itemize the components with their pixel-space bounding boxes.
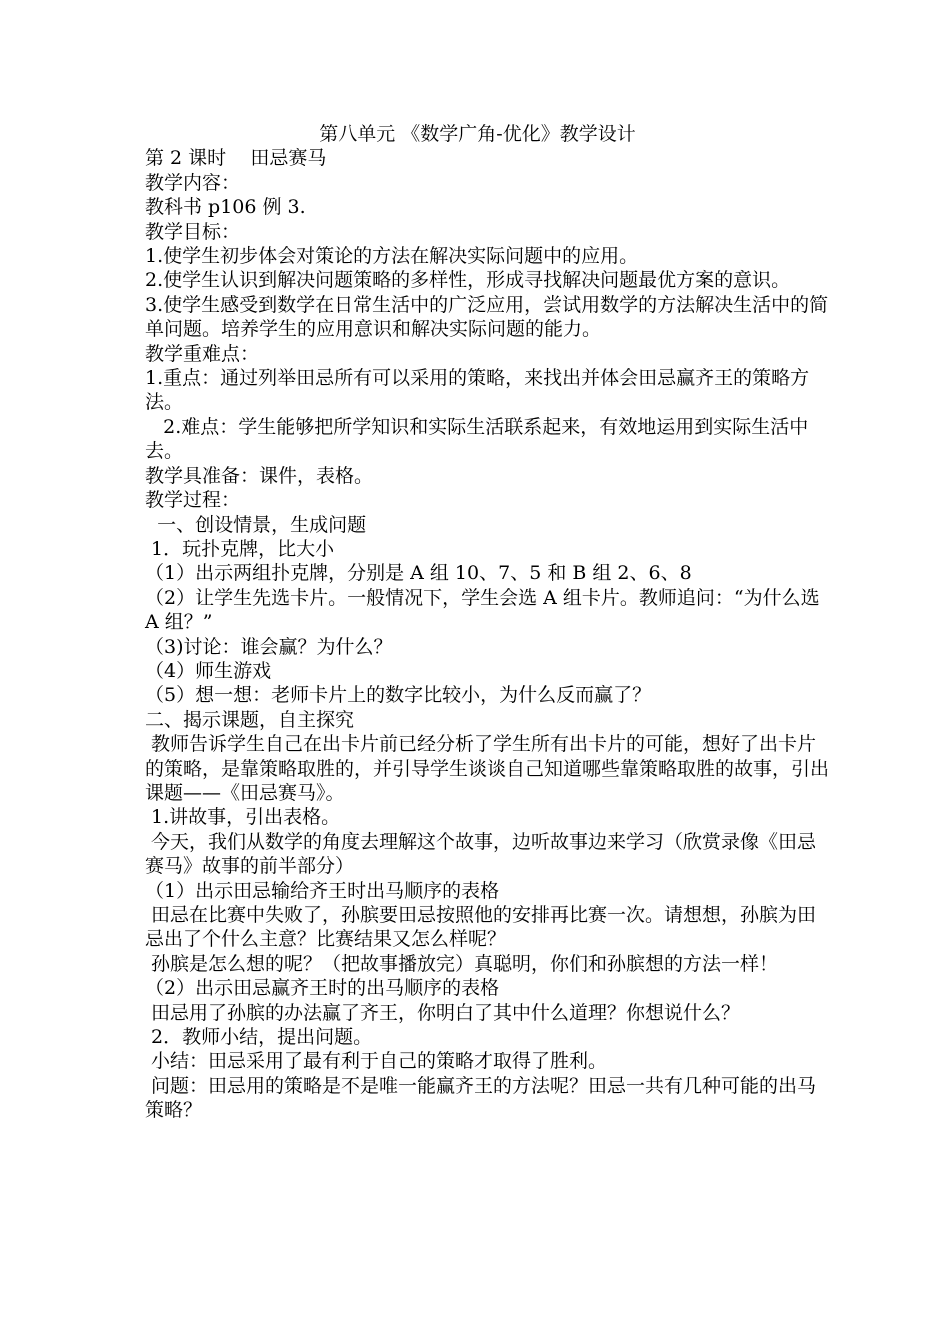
paragraph: 问题：田忌用的策略是不是唯一能赢齐王的方法呢？田忌一共有几种可能的出马策略？ [145,1074,817,1122]
materials-line: 教学具准备：课件，表格。 [145,464,374,487]
step-heading: 1．玩扑克牌，比大小 [145,537,335,560]
key-point-item: 1.重点：通过列举田忌所有可以采用的策略，来找出并体会田忌赢齐王的策略方法。 [145,367,810,414]
subsection-heading: 二、揭示课题，自主探究 [145,708,355,731]
step-heading: 2．教师小结，提出问题。 [145,1026,373,1049]
paragraph: （5）想一想：老师卡片上的数字比较小，为什么反而赢了？ [145,684,652,707]
subsection-heading: 一、创设情景，生成问题 [145,513,367,536]
section-label-key-points: 教学重难点： [145,342,260,365]
paragraph: （3)讨论：谁会赢？为什么？ [145,635,393,658]
objective-item: 3.使学生感受到数学在日常生活中的广泛应用，尝试用数学的方法解决生活中的简单问题。培养学生的应用意识和解决实际问题的能力。 [145,293,829,341]
section-label-process: 教学过程： [145,489,241,512]
paragraph: （1）出示田忌输给齐王时出马顺序的表格 [145,879,500,902]
lesson-heading: 第 2 课时 田忌赛马 [145,147,327,170]
step-heading: 1.讲故事，引出表格。 [145,806,341,829]
key-point-item: 2.难点：学生能够把所学知识和实际生活联系起来，有效地运用到实际生活中去。 [145,415,809,463]
objective-item: 2.使学生认识到解决问题策略的多样性，形成寻找解决问题最优方案的意识。 [145,269,791,292]
paragraph: 教科书 p106 例 3. [145,196,306,219]
paragraph: 田忌在比赛中失败了，孙膑要田忌按照他的安排再比赛一次。请想想，孙膑为田忌出了个什么主意？比赛结果又怎么样呢？ [145,904,817,951]
paragraph: （4）师生游戏 [145,659,272,682]
paragraph: （2）让学生先选卡片。一般情况下，学生会选 A 组卡片。教师追问：“为什么选 A 组？” [145,586,826,634]
section-label-content: 教学内容： [145,171,241,194]
paragraph: 田忌用了孙膑的办法赢了齐王，你明白了其中什么道理？你想说什么？ [145,1001,741,1024]
paragraph: 教师告诉学生自己在出卡片前已经分析了学生所有出卡片的可能，想好了出卡片的策略，是靠策略取胜的，并引导学生谈谈自己知道哪些靠策略取胜的故事，引出课题——《田忌赛马》。 [145,733,830,804]
paragraph: 今天，我们从数学的角度去理解这个故事，边听故事边来学习（欣赏录像《田忌赛马》故事的前半部分） [145,830,817,878]
objective-item: 1.使学生初步体会对策论的方法在解决实际问题中的应用。 [145,245,639,268]
paragraph: （1）出示两组扑克牌，分别是 A 组 10、7、5 和 B 组 2、6、8 [145,562,692,585]
document-page [145,122,835,1123]
section-label-objectives: 教学目标： [145,220,241,243]
document-title: 第八单元 《数学广角-优化》教学设计 [319,123,636,145]
paragraph: 孙膑是怎么想的呢？（把故事播放完）真聪明，你们和孙膑想的方法一样！ [145,952,779,975]
paragraph: 小结：田忌采用了最有利于自己的策略才取得了胜利。 [145,1050,608,1073]
paragraph: （2）出示田忌赢齐王时的出马顺序的表格 [145,977,500,1000]
